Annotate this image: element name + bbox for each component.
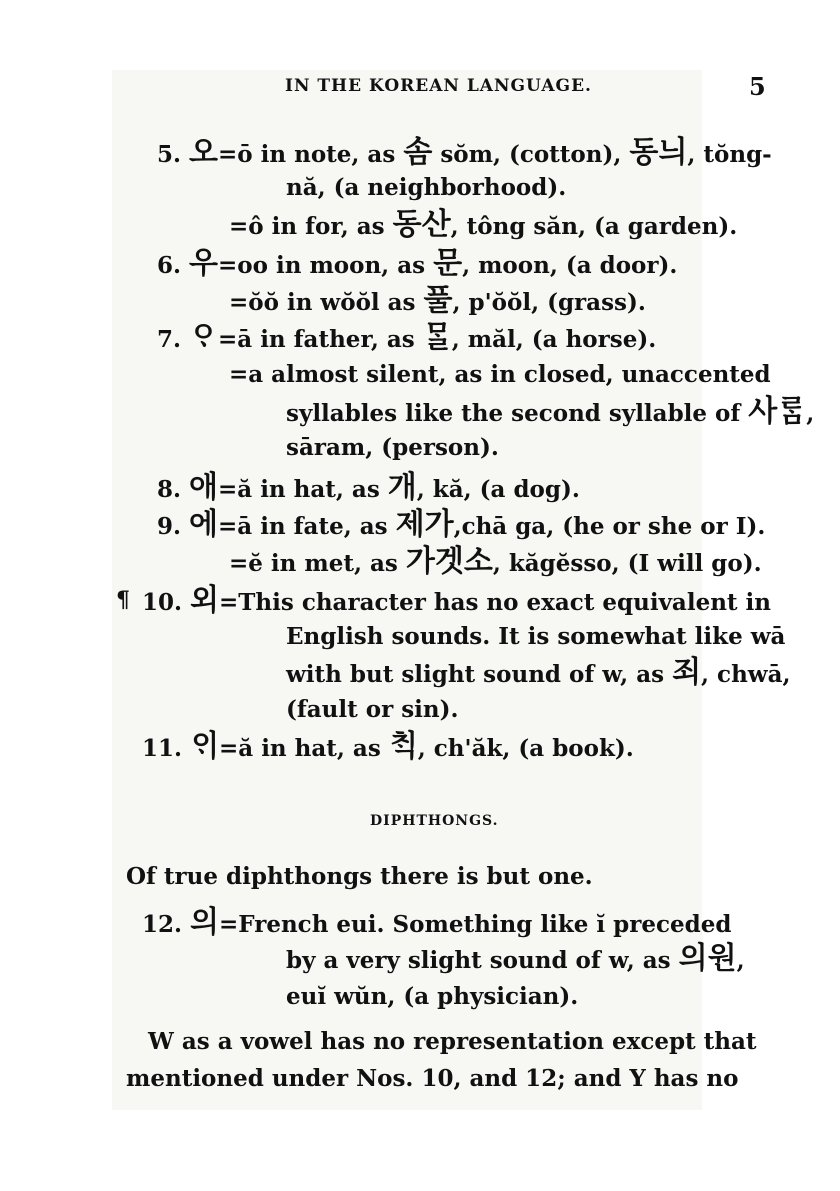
entry-text: , kă, (a dog).: [416, 476, 580, 503]
entry-text: , chwā,: [701, 661, 791, 688]
entry-text: , moon, (a door).: [462, 252, 678, 279]
entry-5-alternate: [229, 207, 738, 242]
margin-mark: ¶: [116, 587, 130, 613]
entry-number: 6.: [157, 252, 182, 279]
entry-text: sŏm, (cotton),: [440, 141, 622, 168]
entry-10-continuation-2: [286, 655, 791, 690]
entry-text: , p'ŏŏl, (grass).: [452, 289, 646, 316]
paragraph-line: W as a vowel has no representation except that: [148, 1028, 757, 1055]
entry-text: =ā in fate, as: [218, 513, 388, 540]
korean-word: 개: [387, 470, 417, 505]
entry-12-continuation: [286, 941, 745, 976]
entry-text: with but slight sound of w, as: [286, 661, 665, 688]
entry-number: 5.: [157, 141, 182, 168]
korean-vowel: ᄋᆡ: [190, 729, 220, 764]
entry-10: [142, 583, 772, 618]
korean-vowel: 우: [189, 246, 219, 281]
entry-text: syllables like the second syllable of: [286, 400, 741, 427]
korean-word: 사ᄅᆞᆷ: [748, 394, 807, 429]
entry-10-continuation-3: (fault or sin).: [286, 696, 459, 723]
korean-word: 제가: [395, 507, 454, 542]
entry-text: =French eui. Something like ĭ preceded: [219, 911, 732, 938]
entry-text: , tông săn, (a garden).: [450, 213, 738, 240]
korean-word: 문: [433, 246, 463, 281]
korean-word: 의원: [678, 941, 737, 976]
entry-5: [157, 135, 772, 170]
page-number: 5: [749, 72, 766, 101]
korean-word: 가겟소: [405, 544, 493, 579]
entry-9-alternate: [229, 544, 762, 579]
entry-text: =ŏŏ in wŏŏl as: [229, 289, 416, 316]
entry-11: [142, 729, 634, 764]
entry-6: [157, 246, 678, 281]
entry-12-continuation-2: euĭ wŭn, (a physician).: [286, 983, 579, 1010]
entry-text: =ā in father, as: [218, 326, 415, 353]
entry-6-alternate: [229, 283, 646, 318]
entry-text: ,: [806, 400, 815, 427]
korean-word: 솜: [403, 135, 433, 170]
entry-text: =ō in note, as: [218, 141, 396, 168]
entry-number: 10.: [142, 589, 183, 616]
paragraph-line: mentioned under Nos. 10, and 12; and Y has no: [126, 1065, 739, 1092]
entry-8: [157, 470, 580, 505]
entry-text: =oo in moon, as: [218, 252, 426, 279]
entry-text: , kăgĕsso, (I will go).: [492, 550, 762, 577]
paragraph: Of true diphthongs there is but one.: [126, 863, 593, 890]
entry-number: 12.: [142, 911, 183, 938]
entry-7: [157, 320, 657, 355]
running-header: IN THE KOREAN LANGUAGE.: [285, 76, 592, 96]
entry-10-continuation: English sounds. It is somewhat like wā: [286, 623, 786, 650]
entry-text: by a very slight sound of w, as: [286, 947, 671, 974]
entry-5-continuation: nă, (a neighborhood).: [286, 174, 567, 201]
korean-vowel: 오: [189, 135, 219, 170]
korean-word: ᄆᆞᆯ: [422, 320, 452, 355]
entry-number: 9.: [157, 513, 182, 540]
entry-text: ,chā ga, (he or she or I).: [453, 513, 766, 540]
korean-vowel: 의: [190, 905, 220, 940]
entry-text: ,: [736, 947, 745, 974]
korean-word: 죄: [672, 655, 702, 690]
entry-7-continuation-2: sāram, (person).: [286, 434, 499, 461]
entry-text: , măl, (a horse).: [451, 326, 657, 353]
entry-text: , tŏng-: [687, 141, 772, 168]
korean-vowel: 애: [189, 470, 219, 505]
entry-7-alternate: =a almost silent, as in closed, unaccented: [229, 361, 771, 388]
entry-text: =ĕ in met, as: [229, 550, 398, 577]
korean-word: 동산: [392, 207, 451, 242]
korean-vowel: 외: [190, 583, 220, 618]
entry-text: , ch'ăk, (a book).: [417, 735, 634, 762]
entry-9: [157, 507, 766, 542]
entry-text: =This character has no exact equivalent in: [219, 589, 772, 616]
entry-12: [142, 905, 732, 940]
entry-text: =ă in hat, as: [218, 476, 380, 503]
section-heading: DIPHTHONGS.: [370, 813, 499, 829]
entry-text: =ô in for, as: [229, 213, 385, 240]
korean-vowel: ᄋᆞ: [189, 320, 219, 355]
entry-text: =ă in hat, as: [219, 735, 381, 762]
korean-word: ᄎᆡᆨ: [388, 729, 418, 764]
entry-7-continuation: [286, 394, 815, 429]
entry-number: 7.: [157, 326, 182, 353]
entry-number: 8.: [157, 476, 182, 503]
korean-word: 풀: [423, 283, 453, 318]
entry-number: 11.: [142, 735, 183, 762]
korean-vowel: 에: [189, 507, 219, 542]
korean-word: 동늬: [629, 135, 688, 170]
